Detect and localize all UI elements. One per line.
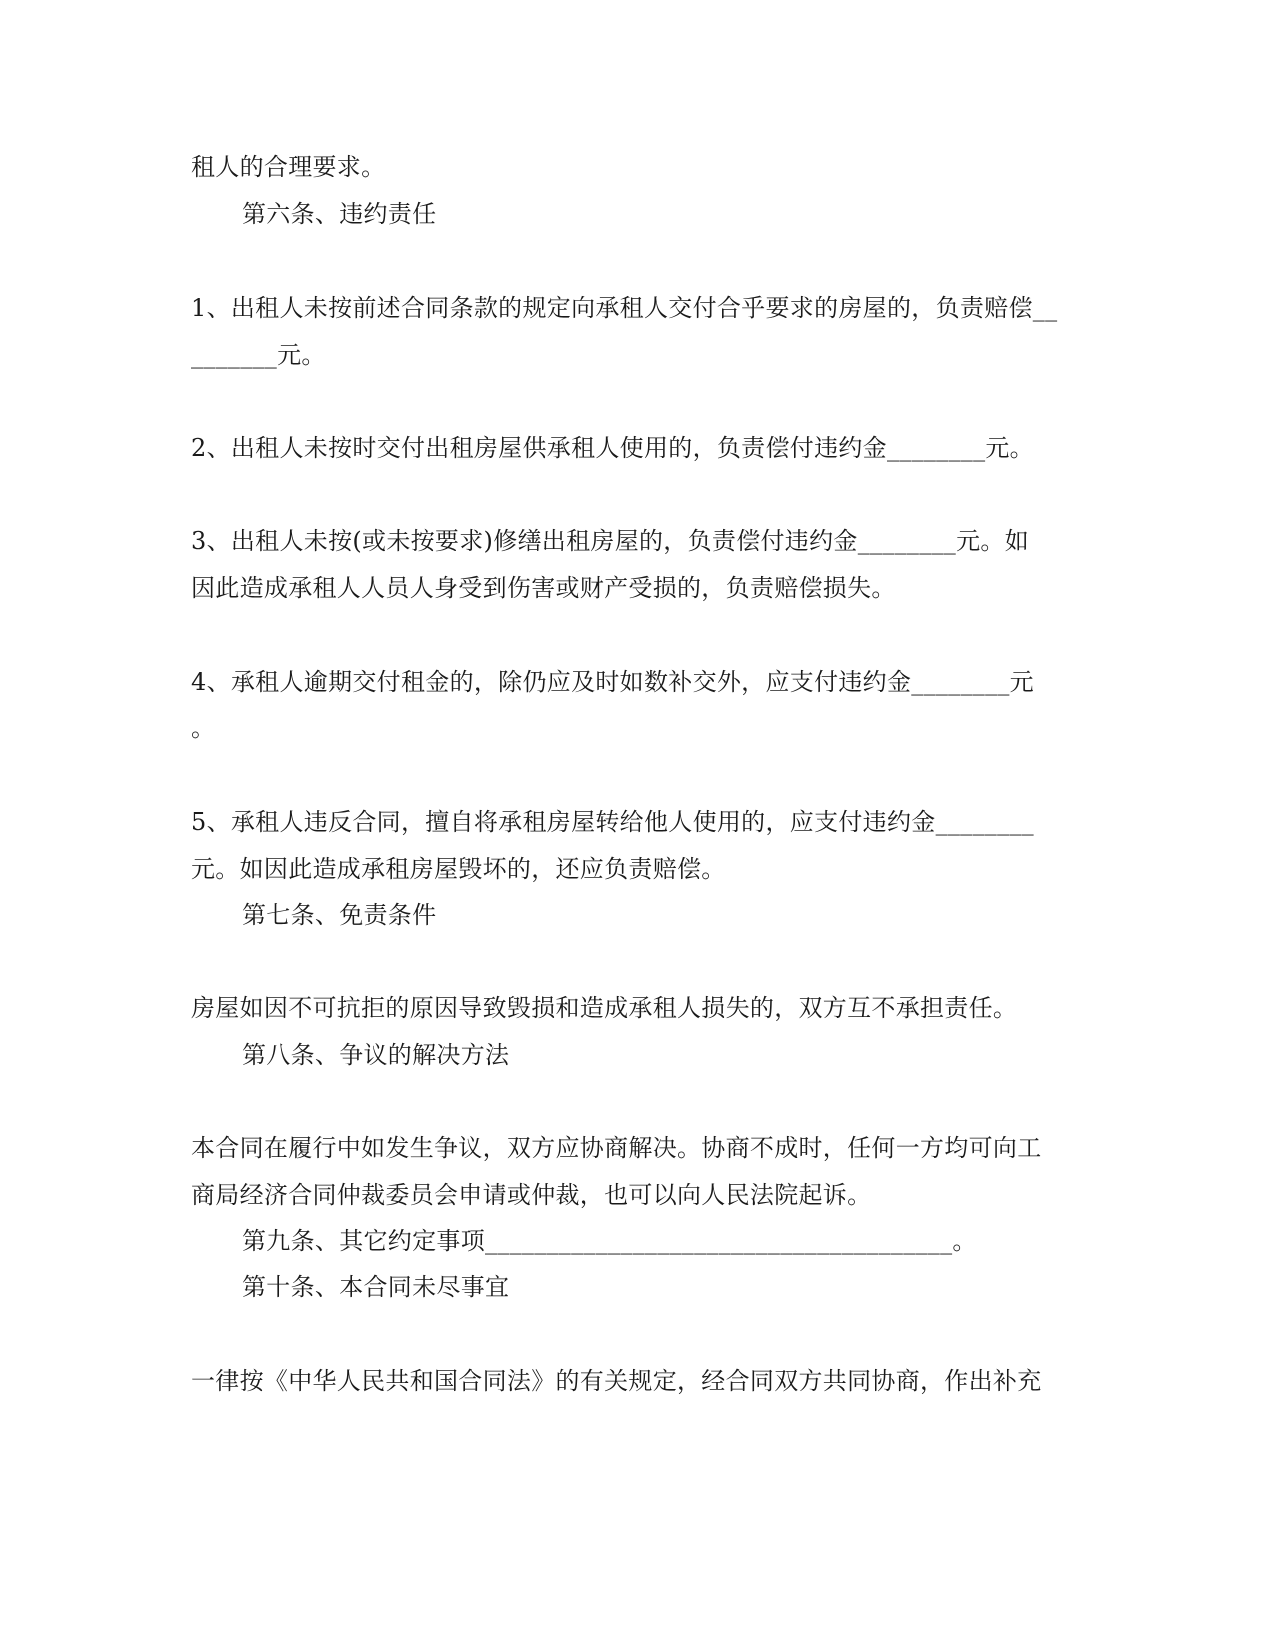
paragraph-line: 4、承租人逾期交付租金的，除仍应及时如数补交外，应支付违约金________元 (191, 668, 1034, 696)
paragraph-line: 1、出租人未按前述合同条款的规定向承租人交付合乎要求的房屋的，负责赔偿__ (191, 294, 1058, 322)
paragraph-line: 租人的合理要求。 (191, 153, 386, 181)
paragraph-line: 商局经济合同仲裁委员会申请或仲裁，也可以向人民法院起诉。 (191, 1181, 872, 1209)
paragraph-line: 本合同在履行中如发生争议，双方应协商解决。协商不成时，任何一方均可向工 (191, 1134, 1042, 1162)
section-heading: 第六条、违约责任 (242, 200, 437, 228)
paragraph-line: 2、出租人未按时交付出租房屋供承租人使用的，负责偿付违约金________元。 (191, 434, 1034, 462)
paragraph-line: 3、出租人未按(或未按要求)修缮出租房屋的，负责偿付违约金________元。如 (191, 527, 1029, 555)
paragraph-line: 。 (191, 714, 216, 742)
paragraph-line: 房屋如因不可抗拒的原因导致毁损和造成承租人损失的，双方互不承担责任。 (191, 994, 1018, 1022)
paragraph-line: 一律按《中华人民共和国合同法》的有关规定，经合同双方共同协商，作出补充 (191, 1367, 1042, 1395)
section-heading: 第十条、本合同未尽事宜 (242, 1273, 510, 1301)
section-heading: 第九条、其它约定事项______________________________________。 (242, 1227, 977, 1255)
paragraph-line: 5、承租人违反合同，擅自将承租房屋转给他人使用的，应支付违约金________ (191, 808, 1034, 836)
section-heading: 第七条、免责条件 (242, 901, 437, 929)
paragraph-line: 元。如因此造成承租房屋毁坏的，还应负责赔偿。 (191, 855, 726, 883)
section-heading: 第八条、争议的解决方法 (242, 1041, 510, 1069)
paragraph-line: _______元。 (191, 341, 326, 369)
paragraph-line: 因此造成承租人人员人身受到伤害或财产受损的，负责赔偿损失。 (191, 574, 896, 602)
